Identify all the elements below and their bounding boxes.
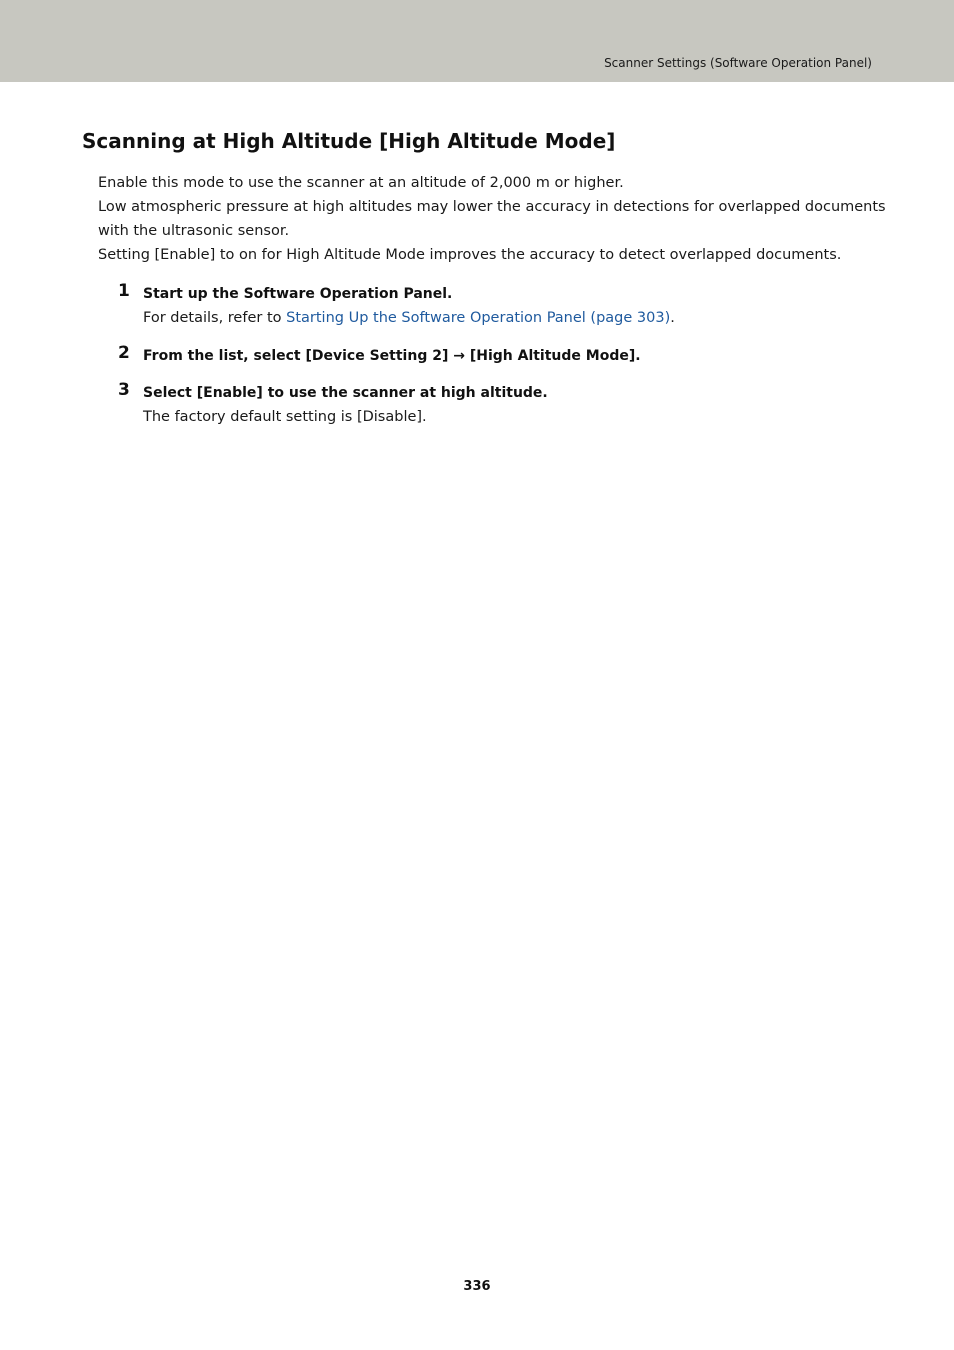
page-number: 336: [463, 1279, 491, 1294]
step-number: 1: [118, 281, 130, 301]
cross-reference-link[interactable]: Starting Up the Software Operation Panel (page 303): [286, 310, 671, 326]
intro-paragraph: Enable this mode to use the scanner at an altitude of 2,000 m or higher.: [98, 175, 624, 191]
step-heading: From the list, select [Device Setting 2] → [High Altitude Mode].: [143, 348, 641, 364]
step-text: The factory default setting is [Disable].: [143, 409, 427, 425]
step-text-prefix: For details, refer to: [143, 310, 287, 326]
step-heading: Select [Enable] to use the scanner at high altitude.: [143, 385, 548, 401]
running-header-title: Scanner Settings (Software Operation Panel): [604, 56, 872, 70]
step-body: [143, 381, 893, 429]
step-heading: Start up the Software Operation Panel.: [143, 286, 453, 302]
step-body: [143, 344, 893, 368]
intro-paragraph: Setting [Enable] to on for High Altitude Mode improves the accuracy to detect overlapped documents.: [98, 247, 842, 263]
step-number: 3: [118, 380, 130, 400]
step-text-suffix: .: [670, 310, 675, 326]
page-title: Scanning at High Altitude [High Altitude Mode]: [82, 129, 616, 153]
step-number: 2: [118, 343, 130, 363]
intro-section: [98, 171, 898, 267]
step-text: [143, 306, 893, 330]
intro-paragraph: Low atmospheric pressure at high altitudes may lower the accuracy in detections for overlapped documents with the ultrasonic sensor.: [98, 199, 886, 239]
page-header: [0, 0, 954, 82]
step-body: [143, 282, 893, 330]
